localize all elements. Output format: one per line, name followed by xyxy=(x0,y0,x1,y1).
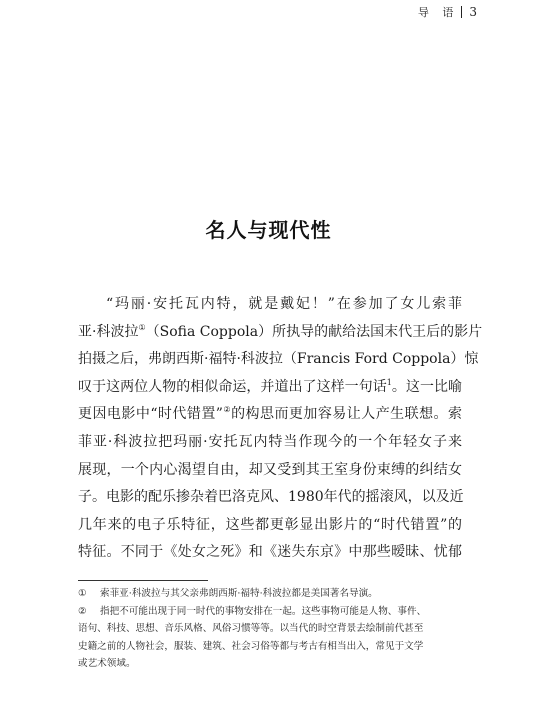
footnote-2-line: 史籍之前的人物社会，服装、建筑、社会习俗等都与考古有相当出入，常见于文学 xyxy=(78,640,424,652)
body-line: “玛丽·安托瓦内特，就是戴妃！”在参加了女儿索菲 xyxy=(106,296,462,312)
body-line: 特征。不同于《处女之死》和《迷失东京》中那些暧昧、忧郁 xyxy=(78,544,462,561)
chapter-title: 名人与现代性 xyxy=(205,218,332,242)
body-line: 拍摄之后，弗朗西斯·福特·科波拉（Francis Ford Coppola）惊 xyxy=(78,351,479,368)
running-head-section: 导 语 xyxy=(417,6,459,19)
body-line: 菲亚·科波拉把玛丽·安托瓦内特当作现今的一个年轻女子来 xyxy=(78,433,462,450)
footnote-2-line: 语句、科技、思想、音乐风格、风俗习惯等等。以当代的时空背景去绘制前代甚至 xyxy=(78,623,424,634)
footnote-ref-2[interactable]: ② xyxy=(222,405,232,415)
page-number: 3 xyxy=(469,5,477,19)
footnotes xyxy=(78,585,462,673)
body-paragraph xyxy=(78,291,483,567)
body-line: 叹于这两位人物的相似命运，并道出了这样一句话$^1$。这一比喻 xyxy=(78,377,463,395)
footnote-mark: ② xyxy=(78,605,87,617)
footnote-ref-1[interactable]: ① xyxy=(138,322,146,332)
footnote-2: ② 指把不可能出现于同一时代的事物安排在一起。这些事物可能是人物、事件、 xyxy=(78,603,462,621)
running-head xyxy=(418,4,477,20)
endnote-ref-1[interactable]: 1 xyxy=(386,377,392,387)
body-line: 更因电影中“时代错置”②的构思而更加容易让人产生联想。索 xyxy=(78,405,463,423)
running-head-divider xyxy=(461,6,462,18)
body-line: 亚·科波拉①（Sofia Coppola）所执导的献给法国末代王后的影片 xyxy=(78,322,483,340)
footnote-divider xyxy=(78,580,208,581)
body-line: 几年来的电子乐特征，这些都更彰显出影片的“时代错置”的 xyxy=(78,516,462,533)
body-line: 子。电影的配乐掺杂着巴洛克风、1980年代的摇滚风，以及近 xyxy=(78,489,464,506)
body-line: 展现，一个内心渴望自由，却又受到其王室身份束缚的纠结女 xyxy=(78,461,462,478)
footnote-mark: ① xyxy=(78,588,87,599)
footnote-2-line: 或艺术领域。 xyxy=(78,658,136,669)
footnote-1: ① 索菲亚·科波拉与其父亲弗朗西斯·福特·科波拉都是美国著名导演。 xyxy=(78,585,462,603)
